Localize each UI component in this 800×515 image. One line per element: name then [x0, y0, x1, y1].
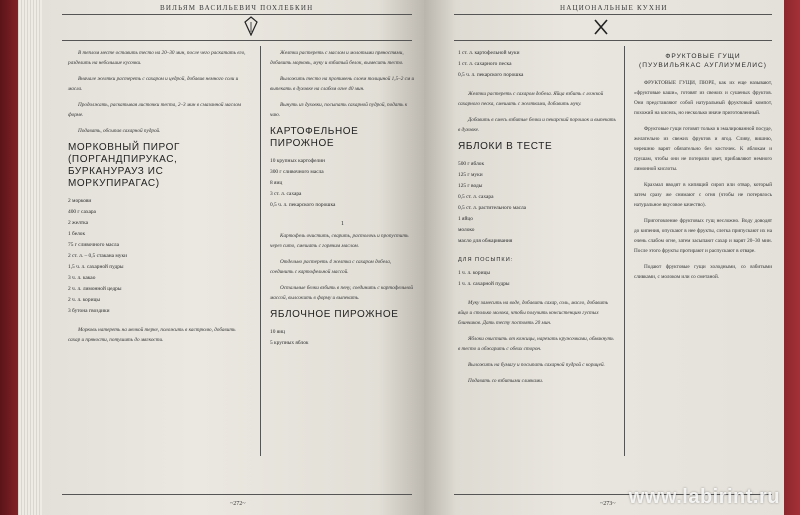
right-header-rule	[454, 14, 772, 15]
paragraph: Вначале желтки растереть с сахаром и цедрой, добавив немного соли и масла.	[68, 76, 239, 92]
paragraph: ФРУКТОВЫЕ ГУЩИ, ПЮРЕ, как их еще называют, «фруктовые каши», готовят из свежих и сушеных фруктов. Они представляют собой натуральный фруктовый компот, похожий на кисель, но несколько иначе приготовленный.	[634, 80, 772, 116]
paragraph: Выложить тесто на противень слоем толщиной 1,5–2 см и выпекать в духовке на слабом огне 40 мин.	[270, 76, 415, 92]
left-column-2	[270, 48, 415, 357]
ingredient-item: 300 г сливочного масла	[270, 169, 324, 175]
ingredient-list	[68, 196, 248, 317]
paragraph: Подавать со взбитыми сливками.	[468, 378, 544, 384]
ingredient-item: 1 ст. л. сахарного песка	[458, 61, 512, 67]
paragraph: Желтки растереть с маслом и молотыми пряностями, добавить морковь, муку и взбитый белок, вымесить тесто.	[270, 50, 404, 66]
paragraph: Картофель очистить, сварить, растолочь и пропустить через сито, смешать с горячим маслом.	[270, 233, 409, 249]
ingredient-item: 2 ч. л. корицы	[68, 297, 100, 303]
ingredient-item: 1 белок	[68, 231, 86, 237]
left-footer-rule	[62, 494, 412, 495]
ingredient-item: 1 ч. л. корицы	[458, 270, 490, 276]
ingredient-item: 2 моркови	[68, 198, 92, 204]
ingredient-item: 10 яиц	[270, 329, 285, 335]
watermark-logo: www.labirint.ru	[628, 486, 780, 508]
ingredient-item: 400 г сахара	[68, 209, 96, 215]
ingredient-item: 1,5 ч. л. сахарной пудры	[68, 264, 124, 270]
paragraph: Отдельно растереть 4 желтка с сахаром добела, соединить с картофельной массой.	[270, 259, 392, 275]
paragraph: Муку замесить на воде, добавить сахар, соль, масло, добавить яйцо и столько молока, чтобы получить консистенцию густых блинчиков. Дать тесту постоять 20 мин.	[458, 300, 609, 326]
ingredient-item: 3 ч. л. какао	[68, 275, 96, 281]
recipe-title: МОРКОВНЫЙ ПИРОГ (ПОРГАНДПИРУКАС, БУРКАНУРАУЗ ИС МОРКУПИРАГАС)	[68, 142, 180, 189]
ingredient-item: 125 г воды	[458, 183, 483, 189]
recipe-title: КАРТОФЕЛЬНОЕ ПИРОЖНОЕ	[270, 126, 359, 149]
ingredient-item: 10 крупных картофелин	[270, 158, 325, 164]
ingredient-item: 0,5 ст. л. растительного масла	[458, 205, 527, 211]
section-label: ДЛЯ ПОСЫПКИ:	[458, 257, 514, 263]
right-page	[424, 0, 784, 515]
ingredient-item: 1 яйцо	[458, 216, 473, 222]
recipe-title: ЯБЛОКИ В ТЕСТЕ	[458, 141, 553, 152]
ingredient-list	[458, 159, 616, 247]
page-number: ~272~	[230, 501, 246, 507]
page-number: ~273~	[600, 501, 616, 507]
paragraph: В теплом месте оставить тесто на 20–30 мин, после чего раскатать его, разделить на небольшие кусочки.	[68, 50, 246, 66]
ingredient-item: 2 желтка	[68, 220, 89, 226]
crossed-utensils-icon	[592, 18, 610, 36]
left-header-rule	[62, 14, 412, 15]
left-subheader-rule	[62, 40, 412, 41]
ingredient-item: 1 ч. л. сахарной пудры	[458, 281, 510, 287]
right-subheader-rule	[454, 40, 772, 41]
ingredient-item: молоко	[458, 227, 475, 233]
ingredient-list	[458, 48, 616, 81]
left-column-1	[68, 48, 248, 351]
page-stack-left	[18, 0, 44, 515]
paragraph: Подают фруктовые гущи холодными, со взбитыми сливками, с молоком или со сметаной.	[634, 264, 772, 280]
ingredient-item: 3 ст. л. сахара	[270, 191, 302, 197]
ingredient-item: 0,5 ч. л. пекарского порошка	[270, 202, 336, 208]
paragraph: Выложить на бумагу и посыпать сахарной пудрой с корицей.	[468, 362, 605, 368]
right-column-1	[458, 48, 616, 392]
pen-nib-icon	[242, 16, 260, 36]
paragraph: Добавить в смесь взбитые белки и пекарский порошок и выпекать в духовке.	[458, 117, 616, 133]
ingredient-list	[458, 268, 616, 290]
paragraph: Остальные белки взбить в пену, соединить с картофельной массой, выложить в форму и выпекать.	[270, 285, 413, 301]
right-running-head: НАЦИОНАЛЬНЫЕ КУХНИ	[560, 4, 668, 12]
paragraph: Желтки растереть с сахаром добела. Яйца взбить с ложкой сахарного песка, смешать с желтками, добавить муку.	[458, 91, 604, 107]
ingredient-item: 2 ч. л. лимонной цедры	[68, 286, 122, 292]
ingredient-list	[270, 156, 415, 211]
recipe-title: ЯБЛОЧНОЕ ПИРОЖНОЕ	[270, 309, 399, 320]
ingredient-item: 0,5 ст. л. сахара	[458, 194, 494, 200]
right-column-divider	[624, 46, 625, 456]
left-column-divider	[260, 46, 261, 456]
ingredient-item: масло для обжаривания	[458, 238, 513, 244]
right-column-2	[634, 48, 772, 288]
ingredient-item: 3 бутона гвоздики	[68, 308, 110, 314]
left-running-head: ВИЛЬЯМ ВАСИЛЬЕВИЧ ПОХЛЕБКИН	[160, 4, 314, 12]
ingredient-item: 8 яиц	[270, 180, 283, 186]
ingredient-item: 5 крупных яблок	[270, 340, 309, 346]
ingredient-item: 2 ст. л. – 0,5 стакана муки	[68, 253, 127, 259]
ingredient-item: 75 г сливочного масла	[68, 242, 119, 248]
paragraph: Фруктовые гущи готовят только в эмалированной посуде, желательно из свежих фруктов и ягод. Сливу, вишню, черешню варят обязательно без косточек. К яблокам и грушам, чтобы они не потеряли цвет, прибавляют немного лимонной кислоты.	[634, 126, 772, 172]
paragraph: Крахмал вводят в кипящий сироп или отвар, который затем сразу же снимают с огня (чтобы не потерялось натуральное вкусовое качество).	[634, 182, 772, 208]
ingredient-item: 125 г муки	[458, 172, 483, 178]
ingredient-item: 500 г яблок	[458, 161, 485, 167]
left-page	[42, 0, 424, 515]
paragraph: Вынуть из духовки, посыпать сахарной пудрой, подать к чаю.	[270, 102, 408, 118]
paragraph: Подавать, обсыпав сахарной пудрой.	[78, 128, 161, 134]
ingredient-list	[270, 327, 415, 349]
paragraph: Яблоки очистить от кожицы, нарезать кружочками, обмакнуть в тесто и обжарить с обеих сторон.	[458, 336, 614, 352]
paragraph: Продолжать, раскатывая листочки теста, 2–3 мин в смазанной маслом форме.	[68, 102, 241, 118]
ingredient-item: 0,5 ч. л. пекарского порошка	[458, 72, 524, 78]
ingredient-item: 1 ст. л. картофельной муки	[458, 50, 520, 56]
paragraph: Приготовление фруктовых гущ несложно. Воду доводят до кипения, опускают в нее фрукты, слегка припускают их на очень слабом огне, затем засыпают сахар и варят 20–30 мин. После этого фрукты протирают и распускают в отваре.	[634, 218, 772, 254]
paragraph: Морковь натереть на мелкой терке, положить в кастрюлю, добавить сахар и пряности, потушить до мягкости.	[68, 327, 236, 343]
recipe-title: ФРУКТОВЫЕ ГУЩИ (ПУУВИЛЬЯКАС АУГЛИУМЕЛИС)	[639, 53, 767, 69]
step-number: 1	[341, 221, 344, 227]
